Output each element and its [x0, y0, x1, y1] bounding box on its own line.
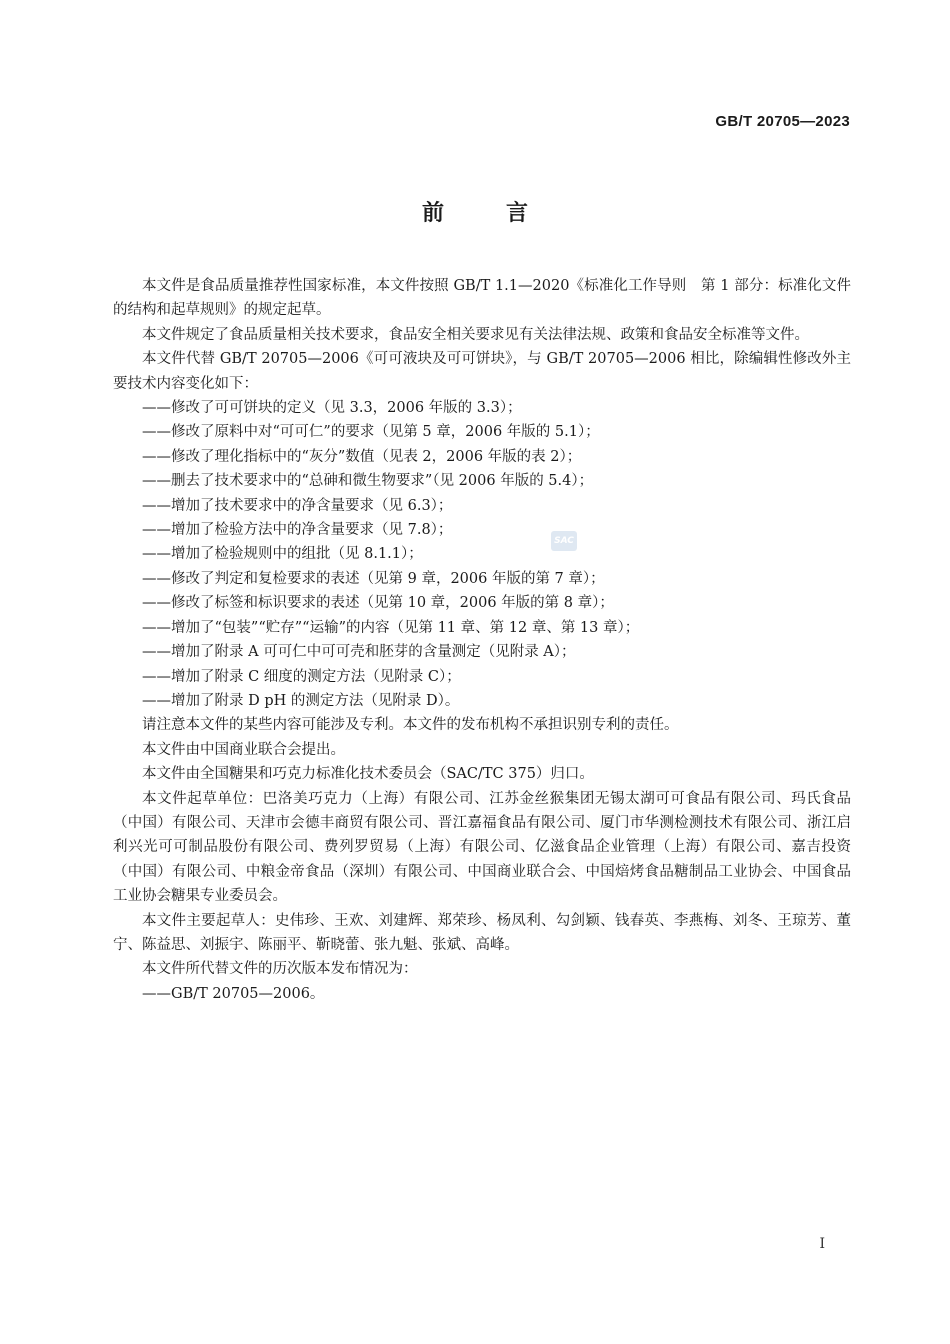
paragraph: 本文件代替 GB/T 20705—2006《可可液块及可可饼块》，与 GB/T 20705—2006 相比，除编辑性修改外主要技术内容变化如下：	[113, 351, 851, 392]
drafting-units-paragraph: 本文件起草单位：巴洛美巧克力（上海）有限公司、江苏金丝猴集团无锡太湖可可食品有限公司、玛氏食品（中国）有限公司、天津市会德丰商贸有限公司、晋江嘉福食品有限公司、厦门市华测检测技术有限公司、浙江启利兴光可可制品股份有限公司、费列罗贸易（上海）有限公司、亿滋食品企业管理（上海）有限公司、嘉吉投资（中国）有限公司、中粮金帝食品（深圳）有限公司、中国商业联合会、中国焙烤食品糖制品工业协会、中国食品工业协会糖果专业委员会。	[113, 790, 851, 905]
list-item: ——修改了标签和标识要求的表述（见第 10 章，2006 年版的第 8 章）；	[142, 595, 614, 612]
list-item: ——增加了附录 D pH 的测定方法（见附录 D）。	[142, 692, 460, 709]
paragraph: 请注意本文件的某些内容可能涉及专利。本文件的发布机构不承担识别专利的责任。	[142, 717, 679, 734]
list-item: ——删去了技术要求中的“总砷和微生物要求”（见 2006 年版的 5.4）；	[142, 473, 594, 490]
list-item: ——增加了检验规则中的组批（见 8.1.1）；	[142, 546, 423, 563]
list-item: ——修改了可可饼块的定义（见 3.3，2006 年版的 3.3）；	[142, 400, 522, 417]
list-item: ——增加了检验方法中的净含量要求（见 7.8）；	[142, 522, 453, 539]
list-item: ——修改了理化指标中的“灰分”数值（见表 2，2006 年版的表 2）；	[142, 448, 582, 465]
foreword-body	[113, 274, 851, 1006]
paragraph: 本文件由中国商业联合会提出。	[142, 741, 345, 758]
list-item: ——增加了附录 A 可可仁中可可壳和胚芽的含量测定（见附录 A）；	[142, 644, 576, 661]
paragraph: 本文件由全国糖果和巧克力标准化技术委员会（SAC/TC 375）归口。	[142, 766, 594, 783]
paragraph: 本文件所代替文件的历次版本发布情况为：	[142, 961, 418, 978]
paragraph: 本文件规定了食品质量相关技术要求，食品安全相关要求见有关法律法规、政策和食品安全标准等文件。	[142, 326, 809, 343]
list-item: ——增加了技术要求中的净含量要求（见 6.3）；	[142, 497, 453, 514]
drafters-paragraph: 本文件主要起草人：史伟珍、王欢、刘建辉、郑荣珍、杨凤利、勾剑颖、钱春英、李燕梅、刘冬、王琼芳、董宁、陈益思、刘振宇、陈丽平、靳晓蕾、张九魁、张斌、高峰。	[113, 912, 851, 953]
list-item: ——增加了“包装”“贮存”“运输”的内容（见第 11 章、第 12 章、第 13 章）；	[142, 619, 640, 636]
list-item: ——修改了原料中对“可可仁”的要求（见第 5 章，2006 年版的 5.1）；	[142, 424, 600, 441]
list-item: ——修改了判定和复检要求的表述（见第 9 章，2006 年版的第 7 章）；	[142, 570, 605, 587]
paragraph: 本文件是食品质量推荐性国家标准，本文件按照 GB/T 1.1—2020《标准化工作导则 第 1 部分：标准化文件的结构和起草规则》的规定起草。	[113, 278, 851, 319]
document-code: GB/T 20705—2023	[715, 113, 850, 130]
list-item: ——增加了附录 C 细度的测定方法（见附录 C）；	[142, 668, 461, 685]
sac-watermark-logo: SAC	[551, 531, 577, 551]
history-item: ——GB/T 20705—2006。	[142, 985, 325, 1002]
page-number: I	[819, 1236, 825, 1252]
changes-list	[113, 396, 851, 713]
page-title: 前言	[421, 201, 590, 226]
